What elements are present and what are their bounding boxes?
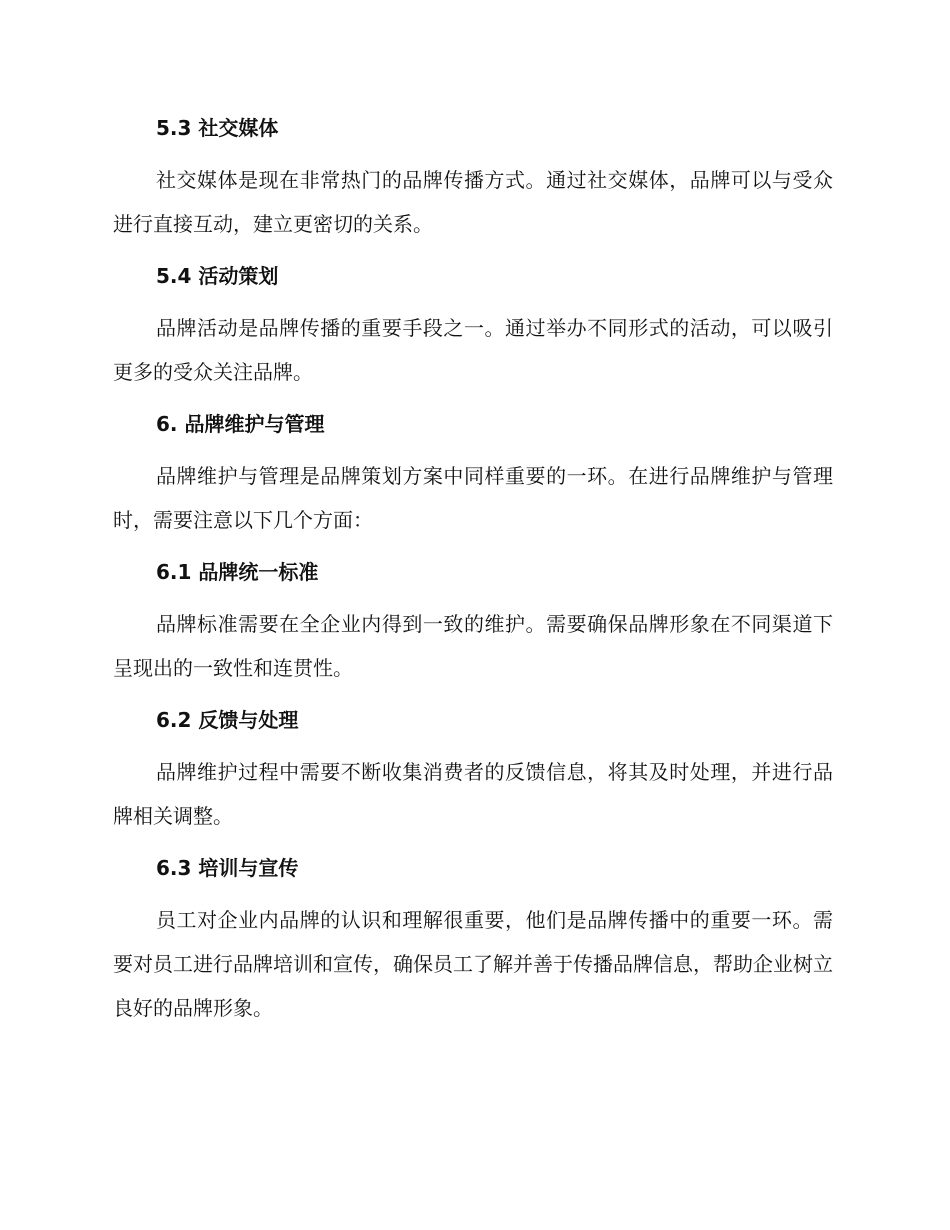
section-heading: 6.3 培训与宣传: [156, 856, 299, 880]
section-paragraph: 品牌标准需要在全企业内得到一致的维护。需要确保品牌形象在不同渠道下呈现出的一致性和连贯性。: [113, 612, 833, 680]
section-paragraph: 社交媒体是现在非常热门的品牌传播方式。通过社交媒体，品牌可以与受众进行直接互动，建立更密切的关系。: [113, 168, 833, 236]
document-body: [113, 110, 833, 1042]
section-paragraph: 品牌维护与管理是品牌策划方案中同样重要的一环。在进行品牌维护与管理时，需要注意以下几个方面：: [113, 464, 833, 532]
section-heading: 6.1 品牌统一标准: [156, 560, 319, 584]
section-paragraph: 品牌活动是品牌传播的重要手段之一。通过举办不同形式的活动，可以吸引更多的受众关注品牌。: [113, 316, 833, 384]
section-heading: 5.4 活动策划: [156, 264, 279, 288]
section-heading: 6.2 反馈与处理: [156, 708, 299, 732]
section-heading: 6. 品牌维护与管理: [156, 412, 325, 436]
section-paragraph: 品牌维护过程中需要不断收集消费者的反馈信息，将其及时处理，并进行品牌相关调整。: [113, 760, 833, 828]
section-paragraph: 员工对企业内品牌的认识和理解很重要，他们是品牌传播中的重要一环。需要对员工进行品牌培训和宣传，确保员工了解并善于传播品牌信息，帮助企业树立良好的品牌形象。: [113, 908, 833, 1020]
section-heading: 5.3 社交媒体: [156, 116, 279, 140]
